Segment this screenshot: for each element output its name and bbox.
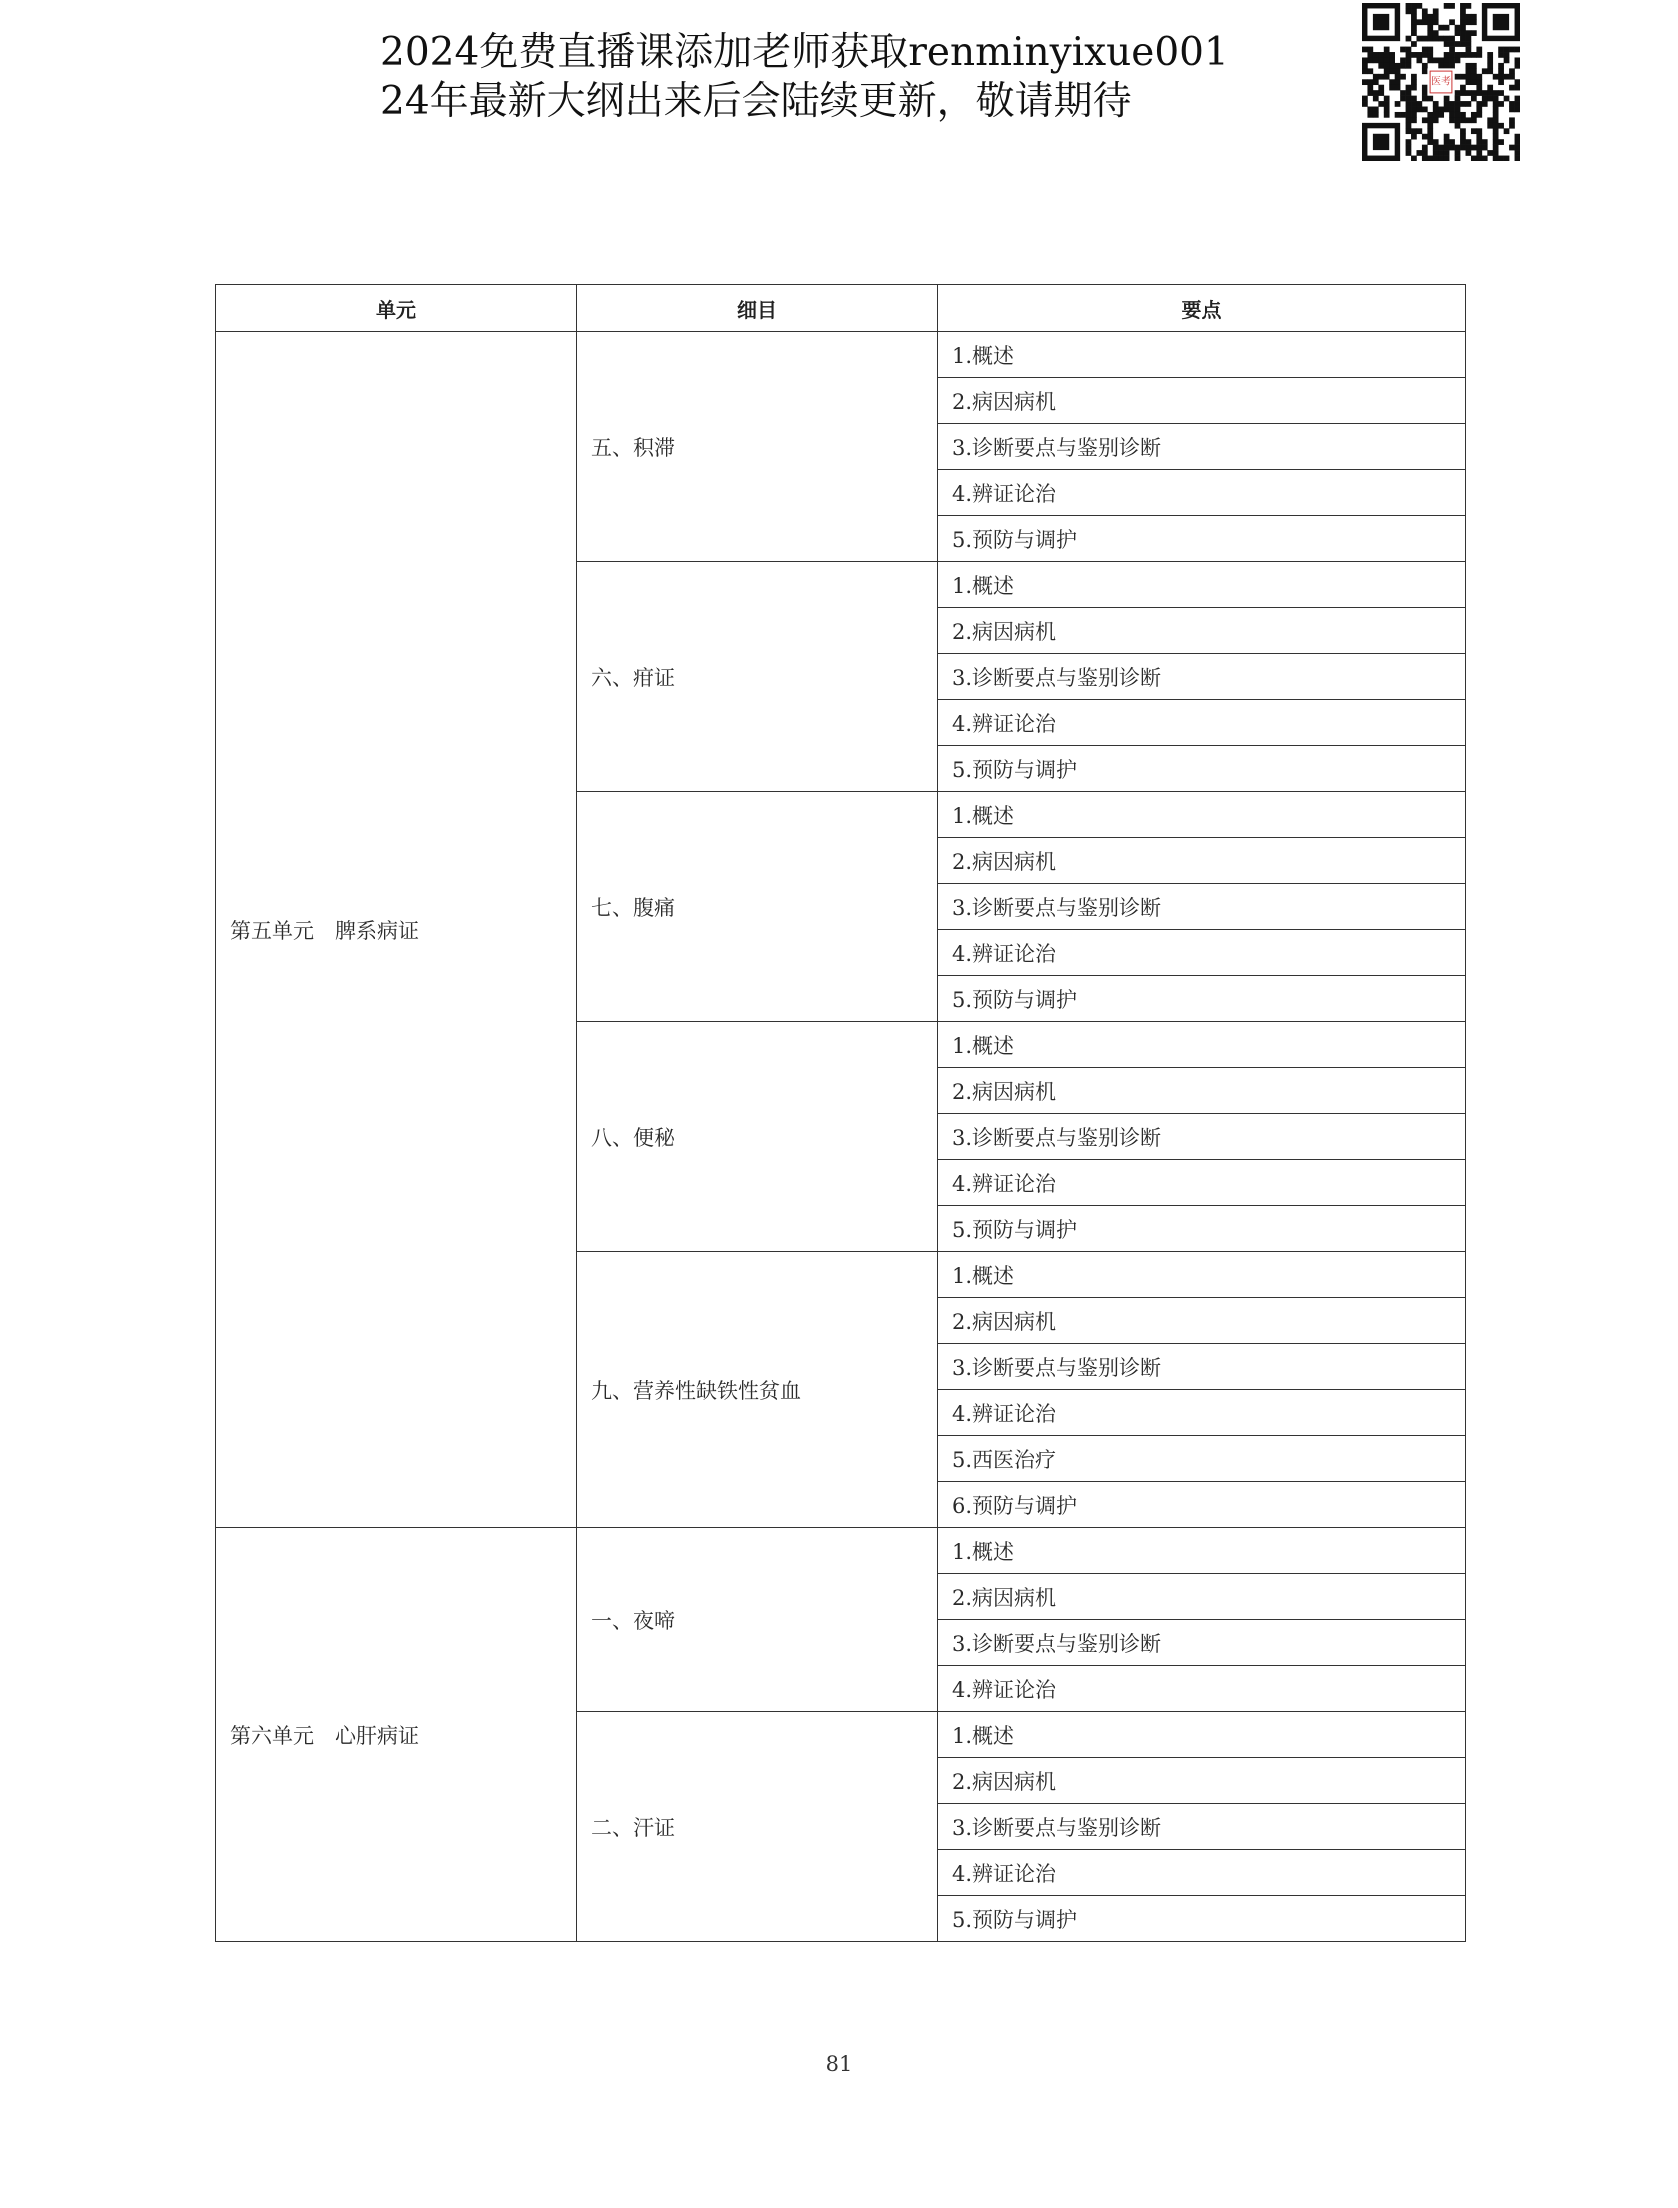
- point-cell: 2.病因病机: [938, 378, 1466, 424]
- point-cell: 2.病因病机: [938, 838, 1466, 884]
- point-cell: 3.诊断要点与鉴别诊断: [938, 1804, 1466, 1850]
- point-cell: 4.辨证论治: [938, 1390, 1466, 1436]
- item-cell: 二、汗证: [577, 1712, 938, 1942]
- point-cell: 3.诊断要点与鉴别诊断: [938, 654, 1466, 700]
- point-cell: 5.预防与调护: [938, 516, 1466, 562]
- point-cell: 4.辨证论治: [938, 700, 1466, 746]
- point-cell: 3.诊断要点与鉴别诊断: [938, 1620, 1466, 1666]
- point-cell: 1.概述: [938, 332, 1466, 378]
- point-cell: 3.诊断要点与鉴别诊断: [938, 884, 1466, 930]
- table-header-row: [216, 285, 1466, 332]
- item-cell: 七、腹痛: [577, 792, 938, 1022]
- item-cell: 一、夜啼: [577, 1528, 938, 1712]
- point-cell: 3.诊断要点与鉴别诊断: [938, 1344, 1466, 1390]
- point-cell: 2.病因病机: [938, 1574, 1466, 1620]
- promo-line-2: 24年最新大纲出来后会陆续更新，敬请期待: [380, 79, 1132, 124]
- point-cell: 4.辨证论治: [938, 1850, 1466, 1896]
- page-number: 81: [825, 2052, 853, 2076]
- point-cell: 5.西医治疗: [938, 1436, 1466, 1482]
- item-cell: 五、积滞: [577, 332, 938, 562]
- qr-code-icon: [1362, 3, 1520, 161]
- point-cell: 4.辨证论治: [938, 1160, 1466, 1206]
- point-cell: 5.预防与调护: [938, 1896, 1466, 1942]
- point-cell: 5.预防与调护: [938, 1206, 1466, 1252]
- item-cell: 六、疳证: [577, 562, 938, 792]
- table-row: [216, 1528, 1466, 1574]
- point-cell: 1.概述: [938, 1528, 1466, 1574]
- syllabus-table: [215, 284, 1466, 1942]
- header-item: 细目: [577, 285, 938, 332]
- point-cell: 1.概述: [938, 1252, 1466, 1298]
- item-cell: 九、营养性缺铁性贫血: [577, 1252, 938, 1528]
- point-cell: 4.辨证论治: [938, 470, 1466, 516]
- point-cell: 3.诊断要点与鉴别诊断: [938, 1114, 1466, 1160]
- point-cell: 4.辨证论治: [938, 930, 1466, 976]
- header-unit: 单元: [216, 285, 577, 332]
- point-cell: 1.概述: [938, 562, 1466, 608]
- point-cell: 5.预防与调护: [938, 746, 1466, 792]
- unit-cell: 第五单元 脾系病证: [216, 332, 577, 1528]
- point-cell: 4.辨证论治: [938, 1666, 1466, 1712]
- point-cell: 6.预防与调护: [938, 1482, 1466, 1528]
- item-cell: 八、便秘: [577, 1022, 938, 1252]
- promo-header: [380, 28, 1280, 126]
- point-cell: 1.概述: [938, 1022, 1466, 1068]
- point-cell: 2.病因病机: [938, 1298, 1466, 1344]
- header-points: 要点: [938, 285, 1466, 332]
- point-cell: 1.概述: [938, 1712, 1466, 1758]
- point-cell: 3.诊断要点与鉴别诊断: [938, 424, 1466, 470]
- point-cell: 2.病因病机: [938, 1758, 1466, 1804]
- point-cell: 2.病因病机: [938, 1068, 1466, 1114]
- point-cell: 5.预防与调护: [938, 976, 1466, 1022]
- table-body: [216, 332, 1466, 1942]
- qr-center-label: 医考: [1431, 76, 1451, 88]
- table-row: [216, 332, 1466, 378]
- promo-line-1: 2024免费直播课添加老师获取renminyixue001: [380, 30, 1229, 75]
- unit-cell: 第六单元 心肝病证: [216, 1528, 577, 1942]
- point-cell: 2.病因病机: [938, 608, 1466, 654]
- point-cell: 1.概述: [938, 792, 1466, 838]
